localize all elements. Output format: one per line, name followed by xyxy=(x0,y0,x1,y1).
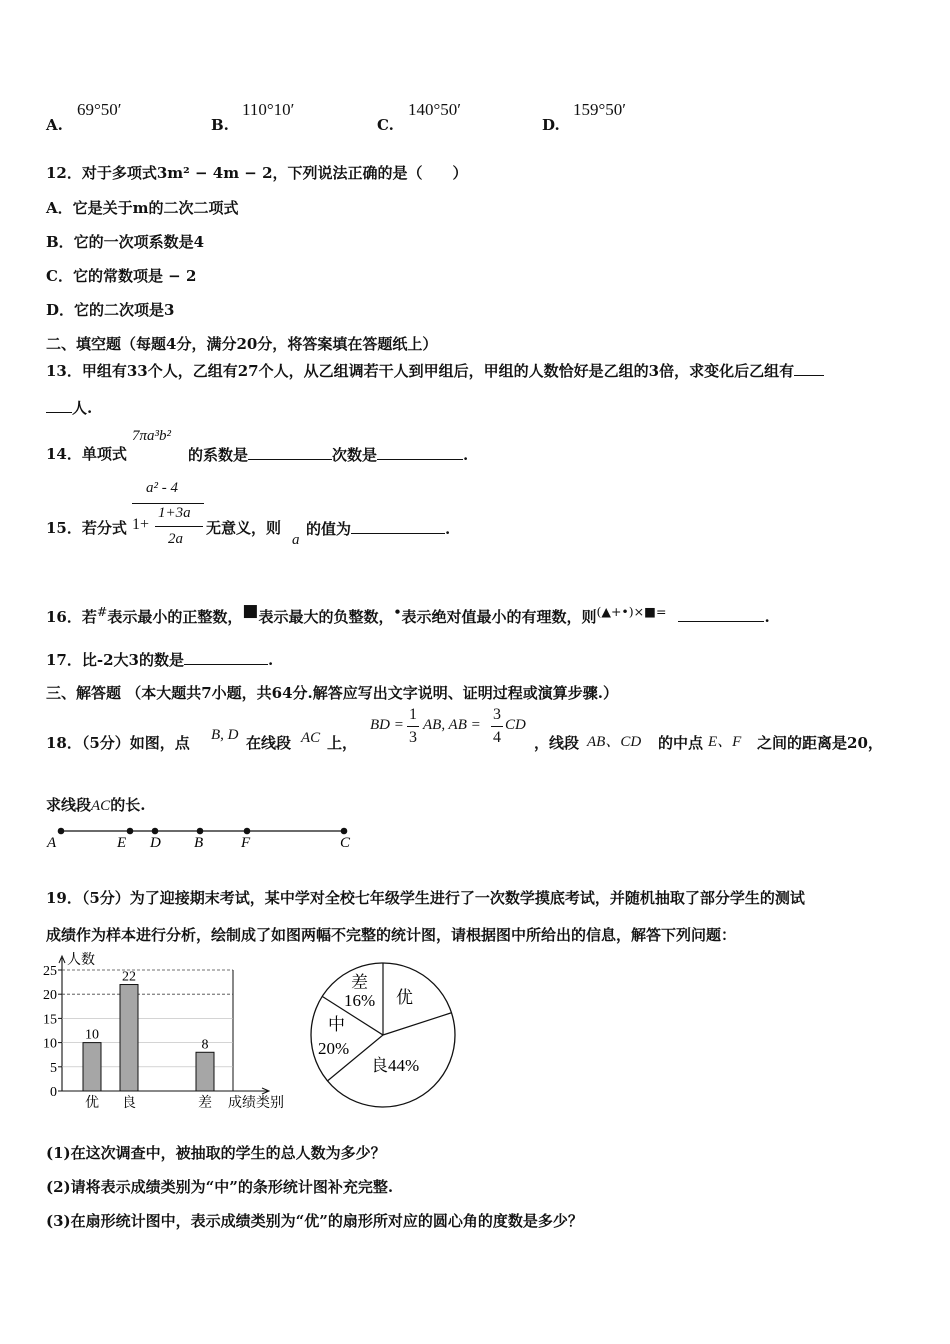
q18-frac2-num: 3 xyxy=(493,706,501,723)
q14-end: . xyxy=(463,446,469,464)
q16-p4: 表示绝对值最小的有理数，则 xyxy=(401,608,597,626)
pie-label: 优 xyxy=(396,988,413,1007)
point-f xyxy=(244,828,251,835)
bar-优 xyxy=(83,1043,101,1091)
q19-line1: 19．（5分）为了迎接期末考试，某中学对全校七年级学生进行了一次数学摸底考试，并随机抽取了部分学生的测试 xyxy=(46,889,805,907)
q14-body xyxy=(188,443,468,465)
q19-sub1: (1)在这次调查中，被抽取的学生的总人数为多少？ xyxy=(46,1144,386,1162)
q15-numerator: a² - 4 xyxy=(146,480,178,496)
q15-inner-numerator: 1+3a xyxy=(158,505,191,521)
q14-blank-degree[interactable] xyxy=(377,443,463,460)
q17-end: . xyxy=(267,651,274,669)
point-c xyxy=(341,828,348,835)
q18-p5: 的中点 xyxy=(658,734,704,752)
q13-line1 xyxy=(46,359,824,381)
q16-end: . xyxy=(764,608,770,626)
pie-label: 中 xyxy=(328,1015,345,1034)
q16-blank[interactable] xyxy=(678,605,764,622)
q15-end: . xyxy=(445,520,451,538)
q15-suffix: 的值为 xyxy=(306,520,352,538)
point-a xyxy=(58,828,65,835)
q16-expression: (▲+•)×■= xyxy=(596,604,667,619)
point-label-a: A xyxy=(47,835,57,851)
q18-p3: 上， xyxy=(327,734,358,752)
pie-chart xyxy=(310,958,460,1118)
point-d xyxy=(152,828,159,835)
q15-var: a xyxy=(292,532,300,548)
q18-segs: AB、CD xyxy=(587,734,642,750)
q18-eq-mid: AB, AB = xyxy=(423,717,481,733)
q15-denom-lead: 1+ xyxy=(132,516,150,533)
q18-line2a: 求线段 xyxy=(46,796,92,814)
y-tick-label: 25 xyxy=(43,964,57,979)
point-label-b: B xyxy=(194,835,204,851)
q11-option-label: D. xyxy=(542,116,560,134)
q16-p2: 表示最小的正整数， xyxy=(107,608,243,626)
q18-line2c: 的长. xyxy=(110,796,146,814)
q18-eq-left: BD = xyxy=(370,717,404,733)
dot-icon: • xyxy=(393,604,402,619)
q11-option-value: 159°50′ xyxy=(573,100,627,119)
x-tick-label: 良 xyxy=(122,1096,136,1111)
q11-option-label: A. xyxy=(46,116,63,134)
q18-eq-right: CD xyxy=(505,717,526,733)
black-square-icon: ■ xyxy=(242,601,259,621)
q19-line2: 成绩作为样本进行分析，绘制成了如图两幅不完整的统计图，请根据图中所给出的信息，解答下列问题： xyxy=(46,926,737,944)
q18-frac1-num: 1 xyxy=(409,706,417,723)
q11-option-label: C. xyxy=(377,116,394,134)
q11-option-label: B. xyxy=(211,116,229,134)
y-tick-label: 15 xyxy=(43,1012,57,1028)
q17-line xyxy=(46,648,273,670)
q15-middle: 无意义，则 xyxy=(206,519,282,537)
point-label-c: C xyxy=(340,835,351,851)
q16-line xyxy=(46,601,770,627)
x-tick-label: 优 xyxy=(85,1096,99,1111)
q14-monomial: 7πa³b² xyxy=(132,428,172,444)
q11-option-value: 140°50′ xyxy=(408,100,462,119)
y-tick-label: 10 xyxy=(43,1036,57,1052)
y-tick-label: 5 xyxy=(50,1060,57,1076)
pie-value-label: 16% xyxy=(344,991,376,1010)
pie-label-good: 良44% xyxy=(371,1056,420,1075)
q19-sub3: (3)在扇形统计图中，表示成绩类别为“优”的扇形所对应的圆心角的度数是多少？ xyxy=(46,1212,583,1230)
q18-frac1-den: 3 xyxy=(409,729,417,746)
q11-option-value: 69°50′ xyxy=(77,100,122,119)
x-tick-label: 差 xyxy=(198,1096,212,1111)
q12-option-a: A．它是关于m的二次二项式 xyxy=(46,199,239,217)
q15-main-fraction-bar xyxy=(132,503,204,504)
q15-inner-fraction-bar xyxy=(155,526,203,527)
y-tick-label: 0 xyxy=(50,1085,57,1100)
q18-frac1-bar xyxy=(407,726,419,727)
q13-line2 xyxy=(46,396,92,418)
bar-data-label: 10 xyxy=(85,1027,99,1043)
q18-frac2-bar xyxy=(491,726,503,727)
q14-prefix: 14．单项式 xyxy=(46,445,127,463)
q15-tail xyxy=(306,517,450,539)
q12-option-d: D．它的二次项是3 xyxy=(46,301,175,319)
hash-icon: # xyxy=(96,604,108,619)
section2-heading: 二、填空题（每题4分，满分20分，将答案填在答题纸上） xyxy=(46,335,438,353)
q13-text: 13．甲组有33个人，乙组有27个人，从乙组调若干人到甲组后，甲组的人数恰好是乙组的3倍，求变化后乙组有 xyxy=(46,362,795,380)
q13-blank-b[interactable] xyxy=(46,396,72,413)
q18-p6: 之间的距离是20， xyxy=(757,734,883,752)
q14-coefficient-label: 的系数是 xyxy=(188,446,249,464)
point-b xyxy=(197,828,204,835)
q18-p1: 18．（5分）如图，点 xyxy=(46,734,190,752)
pie-label: 差 xyxy=(351,973,368,992)
bar-data-label: 22 xyxy=(122,969,136,985)
q16-p1: 16．若 xyxy=(46,608,97,626)
q18-seg: AC xyxy=(301,730,321,746)
q18-p2: 在线段 xyxy=(246,734,292,752)
bar-差 xyxy=(196,1052,214,1091)
q17-blank[interactable] xyxy=(184,648,268,665)
q15-blank[interactable] xyxy=(351,517,445,534)
point-label-f: F xyxy=(241,835,251,851)
y-tick-label: 20 xyxy=(43,988,57,1004)
q12-option-b: B．它的一次项系数是4 xyxy=(46,233,205,251)
q14-degree-label: 次数是 xyxy=(332,446,378,464)
q14-blank-coefficient[interactable] xyxy=(248,443,332,460)
section3-heading: 三、解答题 （本大题共7小题，共64分.解答应写出文字说明、证明过程或演算步骤.） xyxy=(46,684,618,702)
q18-p4: ，线段 xyxy=(534,734,580,752)
bar-data-label: 8 xyxy=(201,1037,209,1053)
q15-prefix: 15．若分式 xyxy=(46,519,127,537)
q12-stem: 12．对于多项式3m² − 4m − 2，下列说法正确的是（ ） xyxy=(46,164,468,182)
q18-line2b: AC xyxy=(91,798,111,814)
q17-text: 17．比-2大3的数是 xyxy=(46,651,184,669)
bar-良 xyxy=(120,985,138,1091)
q12-option-c: C．它的常数项是 − 2 xyxy=(46,267,197,285)
y-axis-label: 人数 xyxy=(67,953,95,968)
segment-diagram xyxy=(40,820,370,856)
q16-p3: 表示最大的负整数， xyxy=(258,608,394,626)
q18-line2 xyxy=(46,794,145,815)
x-axis-label: 成绩类别 xyxy=(228,1096,284,1111)
q13-blank-a[interactable] xyxy=(794,359,824,376)
bar-chart xyxy=(36,950,301,1118)
q13-suffix: 人. xyxy=(72,399,93,417)
q19-sub2: (2)请将表示成绩类别为“中”的条形统计图补充完整. xyxy=(46,1178,394,1196)
q15-inner-denominator: 2a xyxy=(168,531,183,547)
q18-mids: E、F xyxy=(708,734,742,750)
pie-value-label: 20% xyxy=(318,1039,350,1058)
q18-pts: B, D xyxy=(211,727,239,743)
q18-frac2-den: 4 xyxy=(493,729,501,746)
point-e xyxy=(127,828,134,835)
point-label-d: D xyxy=(150,835,161,851)
q11-option-value: 110°10′ xyxy=(242,100,295,119)
point-label-e: E xyxy=(117,835,127,851)
